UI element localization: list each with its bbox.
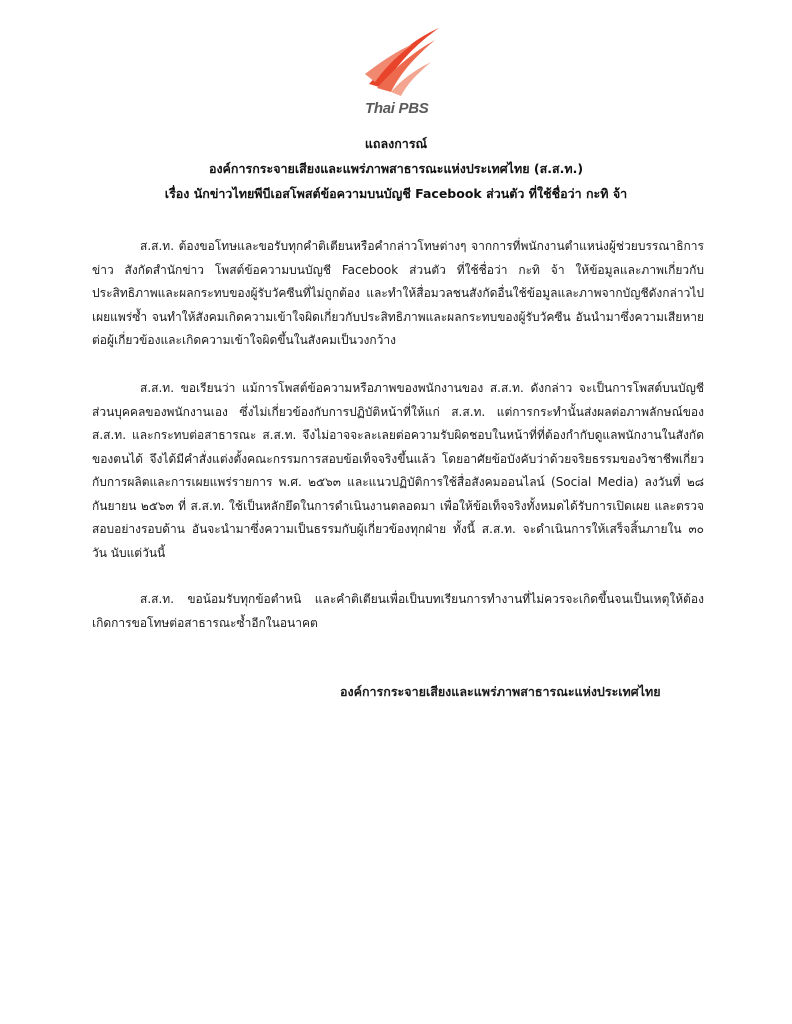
paragraph-2: ส.ส.ท. ขอเรียนว่า แม้การโพสต์ข้อความหรือภาพของพนักงานของ ส.ส.ท. ดังกล่าว จะเป็นการโพสต์บนบัญชีส่วนบุคคลของพนักงานเอง ซึ่งไม่เกี่ยวข้องกับการปฏิบัติหน้าที่ให้แก่ ส.ส.ท. แต่การกระทำนั้นส่งผลต่อภาพลักษณ์ของ ส.ส.ท. และกระทบต่อสาธารณะ ส.ส.ท. จึงไม่อาจจะละเลยต่อความรับผิดชอบในหน้าที่ที่ต้องกำกับดูแลพนักงานในสังกัดของตนได้ จึงได้มีคำสั่งแต่งตั้งคณะกรรมการสอบข้อเท็จจริงขึ้นแล้ว โดยอาศัยข้อบังคับว่าด้วยจริยธรรมของวิชาชีพเกี่ยวกับการผลิตและการเผยแพร่รายการ พ.ศ. ๒๕๖๓ และแนวปฏิบัติการใช้สื่อสังคมออนไลน์ (Social Media) ลงวันที่ ๒๘ กันยายน ๒๕๖๓ ที่ ส.ส.ท. ใช้เป็นหลักยึดในการดำเนินงานตลอดมา เพื่อให้ข้อเท็จจริงทั้งหมดได้รับการเปิดเผย และตรวจสอบอย่างรอบด้าน อันจะนำมาซึ่งความเป็นธรรมกับผู้เกี่ยวข้องทุกฝ่าย ทั้งนี้ ส.ส.ท. จะดำเนินการให้เสร็จสิ้นภายใน ๓๐ วัน นับแต่วันนี้ xyxy=(92,381,704,560)
subject-line: เรื่อง นักข่าวไทยพีบีเอสโพสต์ข้อความบนบัญชี Facebook ส่วนตัว ที่ใช้ชื่อว่า กะทิ จ้า xyxy=(164,186,628,201)
paragraph-1: ส.ส.ท. ต้องขอโทษและขอรับทุกคำติเตียนหรือคำกล่าวโทษต่างๆ จากการที่พนักงานตำแหน่งผู้ช่วยบรรณาธิการข่าว สังกัดสำนักข่าว โพสต์ข้อความบนบัญชี Facebook ส่วนตัว ที่ใช้ชื่อว่า กะทิ จ้า ให้ข้อมูลและภาพเกี่ยวกับประสิทธิภาพและผลกระทบของผู้รับวัคซีนที่ไม่ถูกต้อง และทำให้สื่อมวลชนสังกัดอื่นใช้ข้อมูลและภาพจากบัญชีดังกล่าวไปเผยแพร่ซ้ำ จนทำให้สังคมเกิดความเข้าใจผิดเกี่ยวกับประสิทธิภาพและผลกระทบของผู้รับวัคซีน อันนำมาซึ่งความเสียหายต่อผู้เกี่ยวข้องและเกิดความเข้าใจผิดขึ้นในสังคมเป็นวงกว้าง xyxy=(92,239,704,347)
paragraph-3: ส.ส.ท. ขอน้อมรับทุกข้อตำหนิ และคำติเตียนเพื่อเป็นบทเรียนการทำงานที่ไม่ควรจะเกิดขึ้นจนเป็นเหตุให้ต้องเกิดการขอโทษต่อสาธารณะซ้ำอีกในอนาคต xyxy=(92,592,704,630)
bird-logo-icon xyxy=(361,22,441,102)
signoff-organization: องค์การกระจายเสียงและแพร่ภาพสาธารณะแห่งประเทศไทย xyxy=(340,684,661,699)
document-label: แถลงการณ์ xyxy=(364,136,428,151)
logo-text: Thai PBS xyxy=(365,100,429,117)
organization-name: องค์การกระจายเสียงและแพร่ภาพสาธารณะแห่งประเทศไทย (ส.ส.ท.) xyxy=(208,161,584,176)
thai-pbs-logo xyxy=(355,22,445,122)
